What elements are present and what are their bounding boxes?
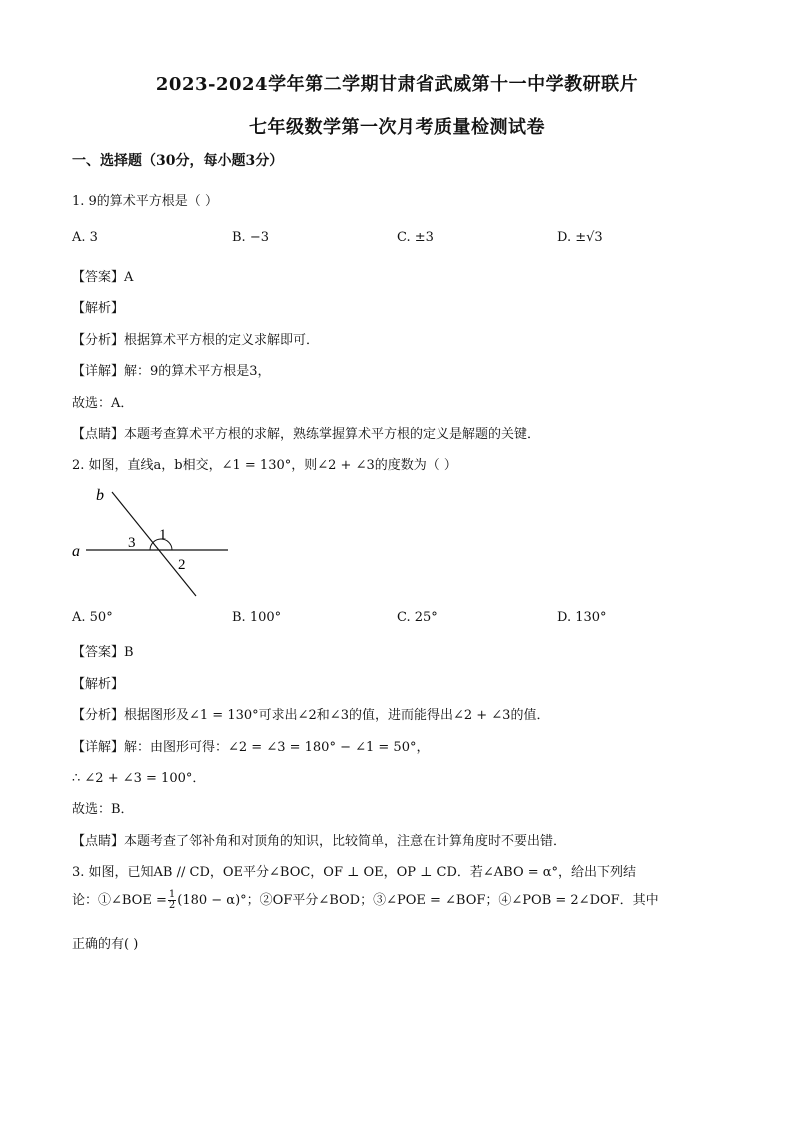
q2-intersecting-lines-figure: [66, 478, 236, 600]
q1-analysis-heading: 【解析】: [72, 301, 125, 316]
q1-option-b: B. −3: [232, 230, 269, 245]
one-half-fraction: [168, 890, 176, 911]
exam-title-line1: 2023-2024学年第二学期甘肃省武威第十一中学教研联片: [155, 74, 639, 95]
q1-detail: 【详解】解：9的算术平方根是3，: [72, 364, 271, 379]
q2-choice: 故选：B．: [72, 802, 134, 817]
q2-therefore: ∴ ∠2 + ∠3 = 100°．: [72, 771, 206, 786]
q3-stem-line2: [72, 889, 659, 911]
section-heading: 一、选择题（30分，每小题3分）: [72, 153, 284, 169]
label-angle-3: 3: [128, 535, 136, 551]
fraction-denominator: 2: [168, 900, 176, 911]
q1-option-c: C. ±3: [397, 230, 434, 245]
q1-answer: 【答案】A: [72, 270, 134, 285]
q1-option-d: D. ±√3: [557, 230, 603, 245]
q3-stem-line2-prefix: 论：①∠BOE =: [72, 893, 167, 908]
q3-stem-line2-suffix: (180 − α)°；②OF平分∠BOD；③∠POE = ∠BOF；④∠POB = 2∠DOF．其中: [177, 893, 659, 908]
q2-stem: 2. 如图，直线a，b相交，∠1 = 130°，则∠2 + ∠3的度数为（ ）: [72, 458, 457, 473]
line-b: [112, 492, 196, 596]
q2-detail: 【详解】解：由图形可得：∠2 = ∠3 = 180° − ∠1 = 50°，: [72, 740, 430, 755]
q2-analysis: 【分析】根据图形及∠1 = 130°可求出∠2和∠3的值，进而能得出∠2 + ∠3的值．: [72, 708, 550, 723]
q1-choice: 故选：A．: [72, 396, 134, 411]
label-b: b: [96, 487, 104, 504]
label-a: a: [72, 543, 80, 560]
q3-stem-line1: 3. 如图，已知AB // CD，OE平分∠BOC，OF ⊥ OE，OP ⊥ CD．若∠ABO = α°，给出下列结: [72, 865, 637, 880]
q2-option-b: B. 100°: [232, 610, 282, 625]
q2-option-d: D. 130°: [557, 610, 607, 625]
q2-option-a: A. 50°: [72, 610, 113, 625]
q1-comment: 【点睛】本题考查算术平方根的求解，熟练掌握算术平方根的定义是解题的关键．: [72, 427, 541, 442]
q2-option-c: C. 25°: [397, 610, 438, 625]
q1-option-a: A. 3: [72, 230, 98, 245]
q2-analysis-heading: 【解析】: [72, 677, 125, 692]
label-angle-2: 2: [178, 557, 186, 573]
q3-stem-line3: 正确的有( ): [72, 937, 139, 952]
label-angle-1: 1: [159, 527, 167, 543]
q2-comment: 【点睛】本题考查了邻补角和对顶角的知识，比较简单，注意在计算角度时不要出错．: [72, 834, 567, 849]
q2-answer: 【答案】B: [72, 645, 134, 660]
exam-title-line2: 七年级数学第一次月考质量检测试卷: [249, 117, 545, 138]
q1-analysis: 【分析】根据算术平方根的定义求解即可．: [72, 333, 320, 348]
q1-stem: 1. 9的算术平方根是（ ）: [72, 194, 218, 209]
fraction-numerator: 1: [168, 889, 176, 900]
